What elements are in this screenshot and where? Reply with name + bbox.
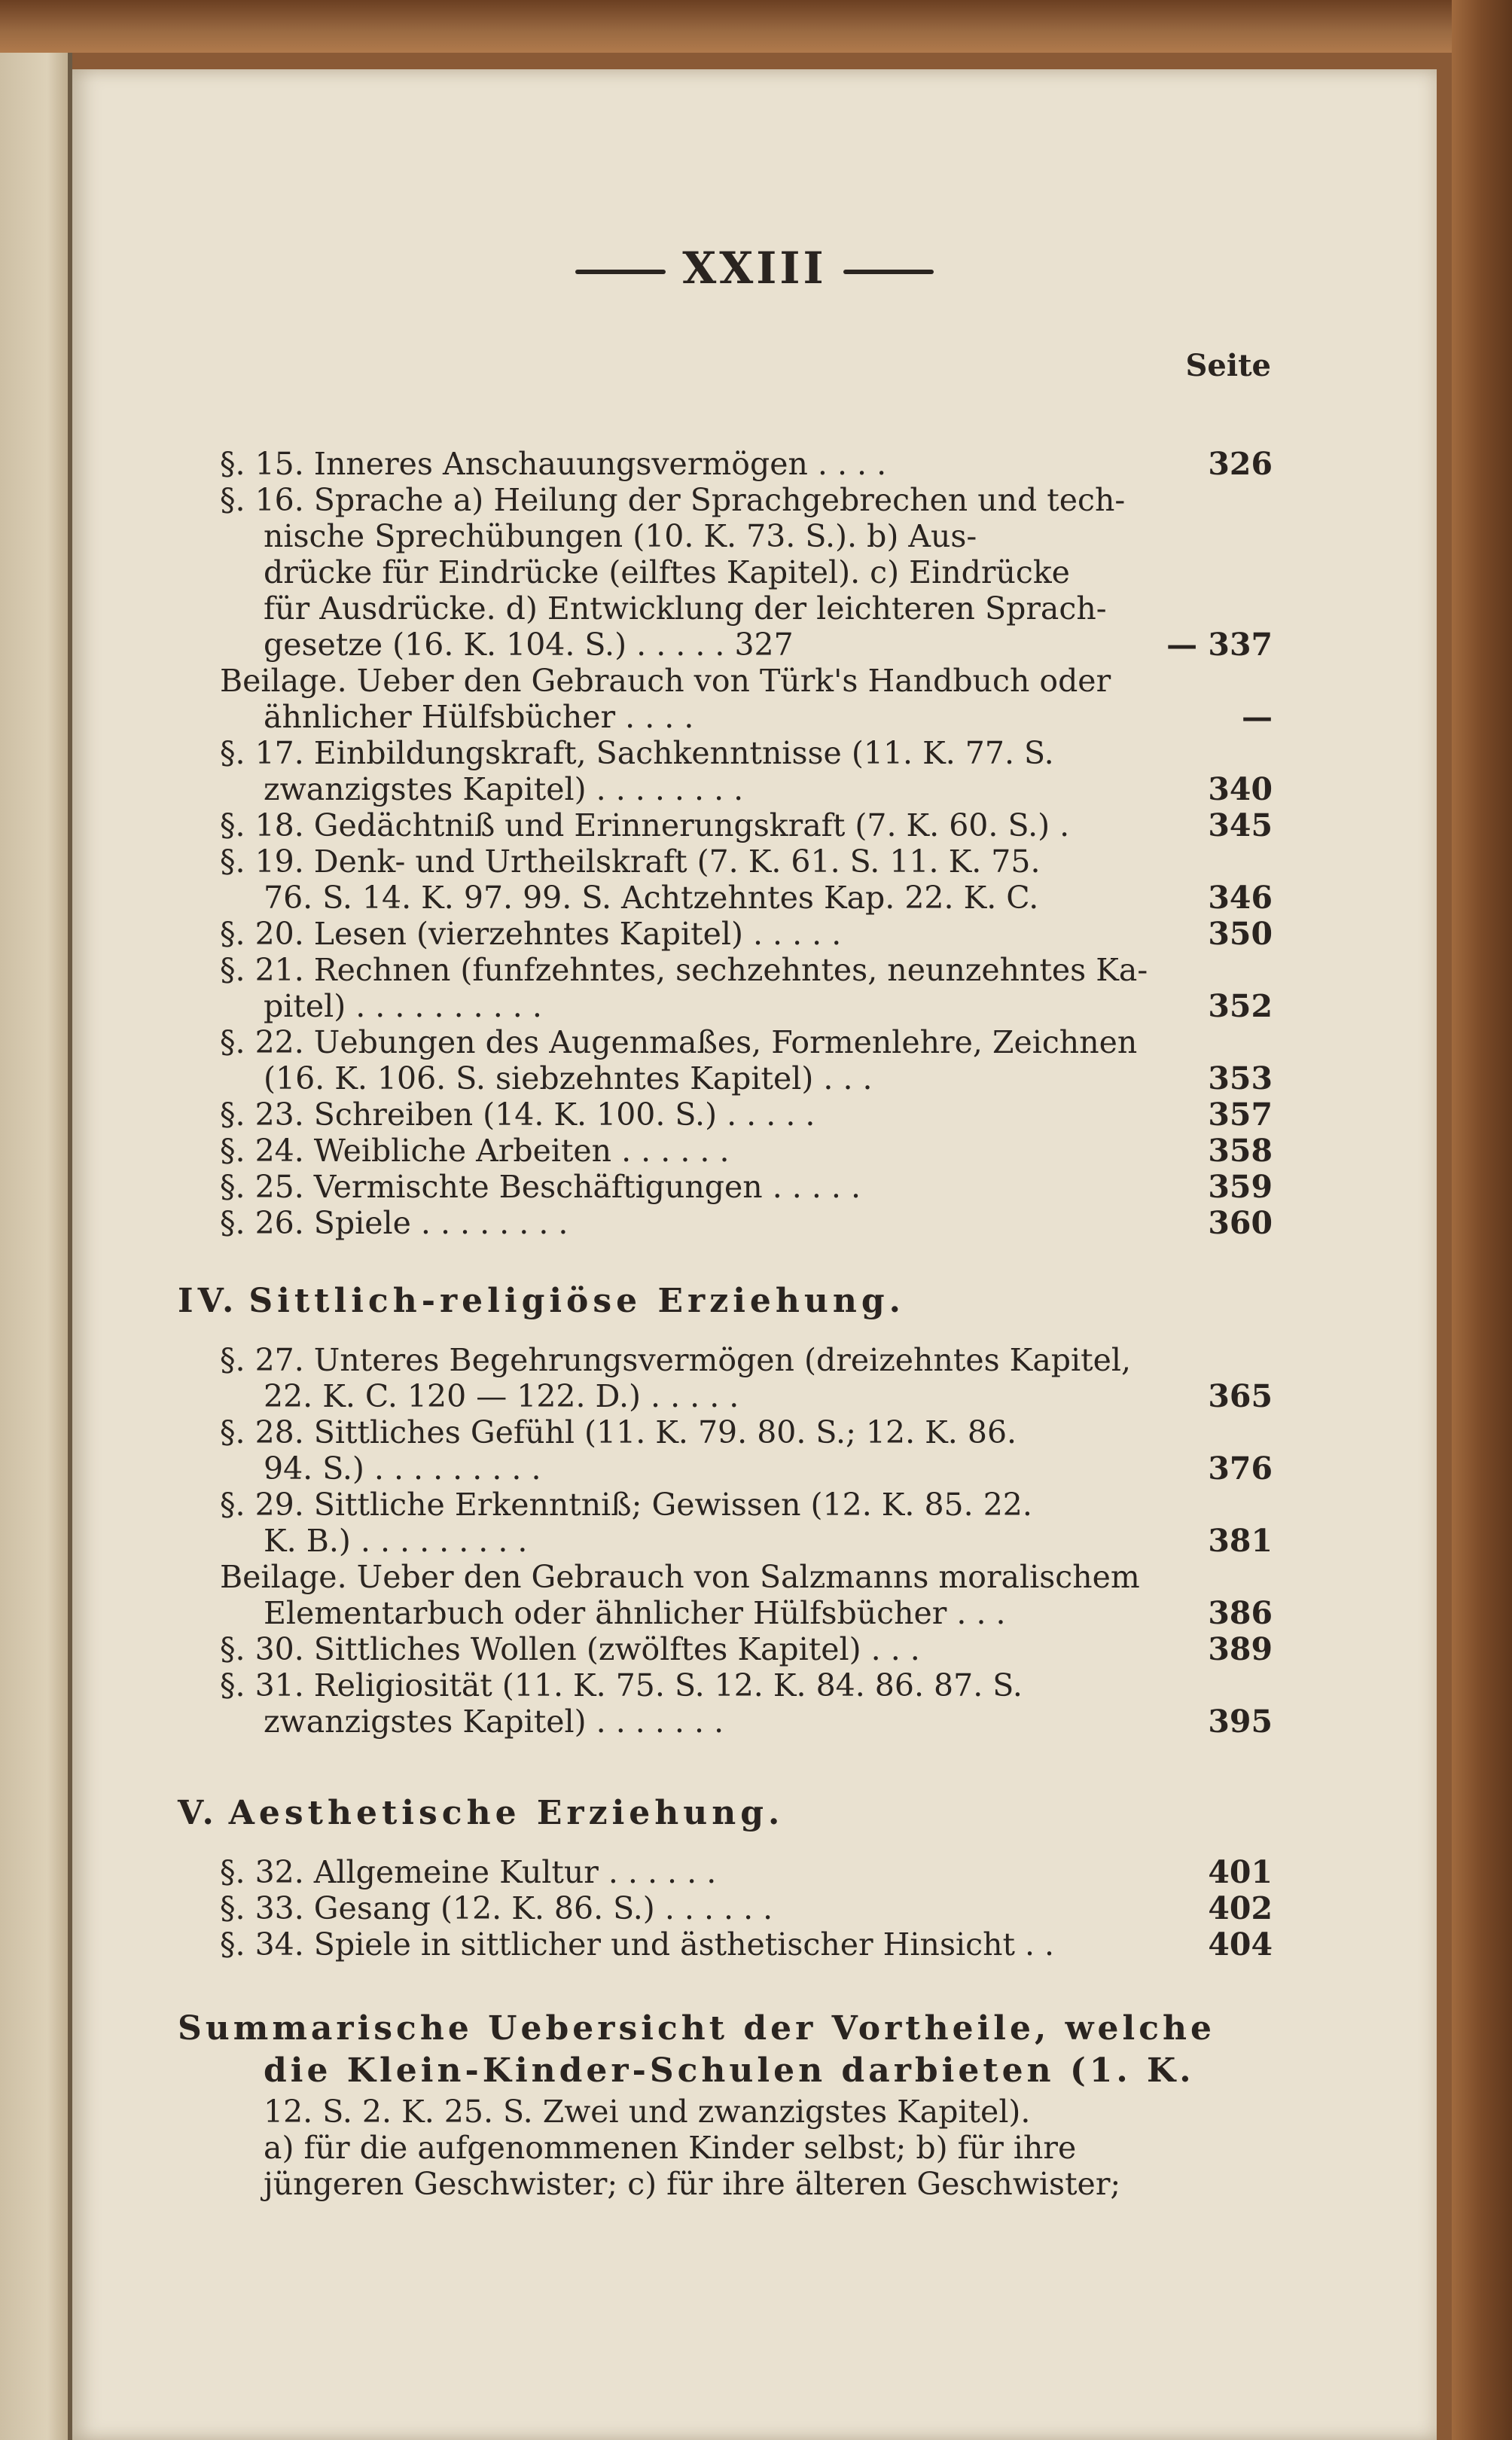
header-rule-right bbox=[843, 270, 934, 274]
toc-page-number: 360 bbox=[1208, 1205, 1273, 1241]
toc-line: ähnlicher Hülfsbücher . . . . bbox=[264, 699, 694, 735]
book-page bbox=[72, 69, 1437, 2440]
toc-line: 22. K. C. 120 — 122. D.) . . . . . bbox=[264, 1378, 739, 1414]
toc-page-number: 381 bbox=[1208, 1523, 1273, 1559]
toc-line: §. 17. Einbildungskraft, Sachkenntnisse (11. K. 77. S. bbox=[220, 735, 1054, 771]
toc-line: §. 31. Religiosität (11. K. 75. S. 12. K. 84. 86. 87. S. bbox=[220, 1667, 1023, 1703]
toc-line: §. 25. Vermischte Beschäftigungen . . . . . bbox=[220, 1169, 861, 1205]
toc-line: §. 26. Spiele . . . . . . . . bbox=[220, 1205, 569, 1241]
toc-line: Elementarbuch oder ähnlicher Hülfsbücher . . . bbox=[264, 1595, 1006, 1631]
facing-page-edge bbox=[0, 53, 72, 2440]
section-title: Aesthetische Erziehung. bbox=[228, 1794, 785, 1832]
toc-page-number: 402 bbox=[1208, 1890, 1273, 1926]
toc-page-number: 395 bbox=[1208, 1703, 1273, 1740]
toc-page-number: 365 bbox=[1208, 1378, 1273, 1414]
toc-line: Beilage. Ueber den Gebrauch von Salzmanns moralischem bbox=[220, 1559, 1140, 1595]
toc-page-number: 359 bbox=[1208, 1169, 1273, 1205]
section-heading bbox=[178, 1282, 905, 1320]
toc-line: für Ausdrücke. d) Entwicklung der leichteren Sprach- bbox=[264, 590, 1107, 627]
toc-page-number: 345 bbox=[1208, 807, 1273, 843]
toc-line: K. B.) . . . . . . . . . bbox=[264, 1523, 528, 1559]
toc-line: §. 16. Sprache a) Heilung der Sprachgebrechen und tech- bbox=[220, 482, 1126, 518]
book-cover-edge bbox=[1452, 0, 1512, 2440]
toc-line: gesetze (16. K. 104. S.) . . . . . 327 bbox=[264, 627, 794, 663]
toc-line: §. 27. Unteres Begehrungsvermögen (dreizehntes Kapitel, bbox=[220, 1342, 1132, 1378]
toc-page-number: 340 bbox=[1208, 771, 1273, 807]
summary-heading: Summarische Uebersicht der Vortheile, welche bbox=[178, 2009, 1215, 2048]
toc-line: §. 18. Gedächtniß und Erinnerungskraft (7. K. 60. S.) . bbox=[220, 807, 1070, 843]
toc-line: (16. K. 106. S. siebzehntes Kapitel) . . . bbox=[264, 1060, 873, 1096]
column-head-seite: Seite bbox=[1185, 348, 1271, 383]
toc-page-number: 376 bbox=[1208, 1450, 1273, 1487]
section-heading bbox=[178, 1794, 784, 1832]
section-title: Sittlich-religiöse Erziehung. bbox=[248, 1282, 905, 1320]
toc-page-number: 389 bbox=[1208, 1631, 1273, 1667]
toc-line: §. 22. Uebungen des Augenmaßes, Formenlehre, Zeichnen bbox=[220, 1024, 1138, 1060]
summary-heading-cont: die Klein-Kinder-Schulen darbieten (1. K. bbox=[264, 2051, 1195, 2090]
toc-line: §. 32. Allgemeine Kultur . . . . . . bbox=[220, 1854, 717, 1890]
toc-line: §. 24. Weibliche Arbeiten . . . . . . bbox=[220, 1133, 730, 1169]
page-header bbox=[72, 242, 1437, 294]
toc-page-number: 357 bbox=[1208, 1096, 1273, 1133]
toc-line: §. 20. Lesen (vierzehntes Kapitel) . . . . . bbox=[220, 916, 842, 952]
toc-line: §. 30. Sittliches Wollen (zwölftes Kapitel) . . . bbox=[220, 1631, 920, 1667]
toc-line: pitel) . . . . . . . . . . bbox=[264, 988, 542, 1024]
toc-line: zwanzigstes Kapitel) . . . . . . . . bbox=[264, 771, 744, 807]
toc-line: §. 29. Sittliche Erkenntniß; Gewissen (12. K. 85. 22. bbox=[220, 1487, 1032, 1523]
summary-line: 12. S. 2. K. 25. S. Zwei und zwanzigstes Kapitel). bbox=[264, 2094, 1031, 2130]
toc-page-number: 404 bbox=[1208, 1926, 1273, 1963]
toc-page-number: 358 bbox=[1208, 1133, 1273, 1169]
toc-line: 94. S.) . . . . . . . . . bbox=[264, 1450, 541, 1487]
toc-line: §. 21. Rechnen (funfzehntes, sechzehntes, neunzehntes Ka- bbox=[220, 952, 1148, 988]
section-number: IV. bbox=[178, 1282, 239, 1320]
toc-line: §. 33. Gesang (12. K. 86. S.) . . . . . . bbox=[220, 1890, 773, 1926]
header-rule-left bbox=[575, 270, 666, 274]
summary-line: a) für die aufgenommenen Kinder selbst; b) für ihre bbox=[264, 2130, 1077, 2166]
toc-line: §. 15. Inneres Anschauungsvermögen . . . . bbox=[220, 446, 887, 482]
summary-line: jüngeren Geschwister; c) für ihre älteren Geschwister; bbox=[264, 2166, 1121, 2202]
toc-page-number: 386 bbox=[1208, 1595, 1273, 1631]
toc-page-number: 352 bbox=[1208, 988, 1273, 1024]
toc-line: 76. S. 14. K. 97. 99. S. Achtzehntes Kap. 22. K. C. bbox=[264, 880, 1039, 916]
toc-page-number: 346 bbox=[1208, 880, 1273, 916]
toc-page-number: — bbox=[1242, 699, 1273, 735]
toc-page-number: 350 bbox=[1208, 916, 1273, 952]
toc-line: §. 23. Schreiben (14. K. 100. S.) . . . . . bbox=[220, 1096, 815, 1133]
toc-line: §. 28. Sittliches Gefühl (11. K. 79. 80. S.; 12. K. 86. bbox=[220, 1414, 1017, 1450]
section-number: V. bbox=[178, 1794, 218, 1832]
toc-line: §. 34. Spiele in sittlicher und ästhetischer Hinsicht . . bbox=[220, 1926, 1055, 1963]
toc-line: zwanzigstes Kapitel) . . . . . . . bbox=[264, 1703, 724, 1740]
toc-line: Beilage. Ueber den Gebrauch von Türk's Handbuch oder bbox=[220, 663, 1111, 699]
toc-page-number: — 337 bbox=[1166, 627, 1273, 663]
toc-line: nische Sprechübungen (10. K. 73. S.). b) Aus- bbox=[264, 518, 977, 554]
book-cover-top bbox=[0, 0, 1512, 53]
toc-line: §. 19. Denk- und Urtheilskraft (7. K. 61. S. 11. K. 75. bbox=[220, 843, 1041, 880]
page-number-roman: XXIII bbox=[682, 242, 827, 294]
toc-page-number: 401 bbox=[1208, 1854, 1273, 1890]
toc-page-number: 326 bbox=[1208, 446, 1273, 482]
toc-line: drücke für Eindrücke (eilftes Kapitel). c) Eindrücke bbox=[264, 554, 1070, 590]
toc-page-number: 353 bbox=[1208, 1060, 1273, 1096]
